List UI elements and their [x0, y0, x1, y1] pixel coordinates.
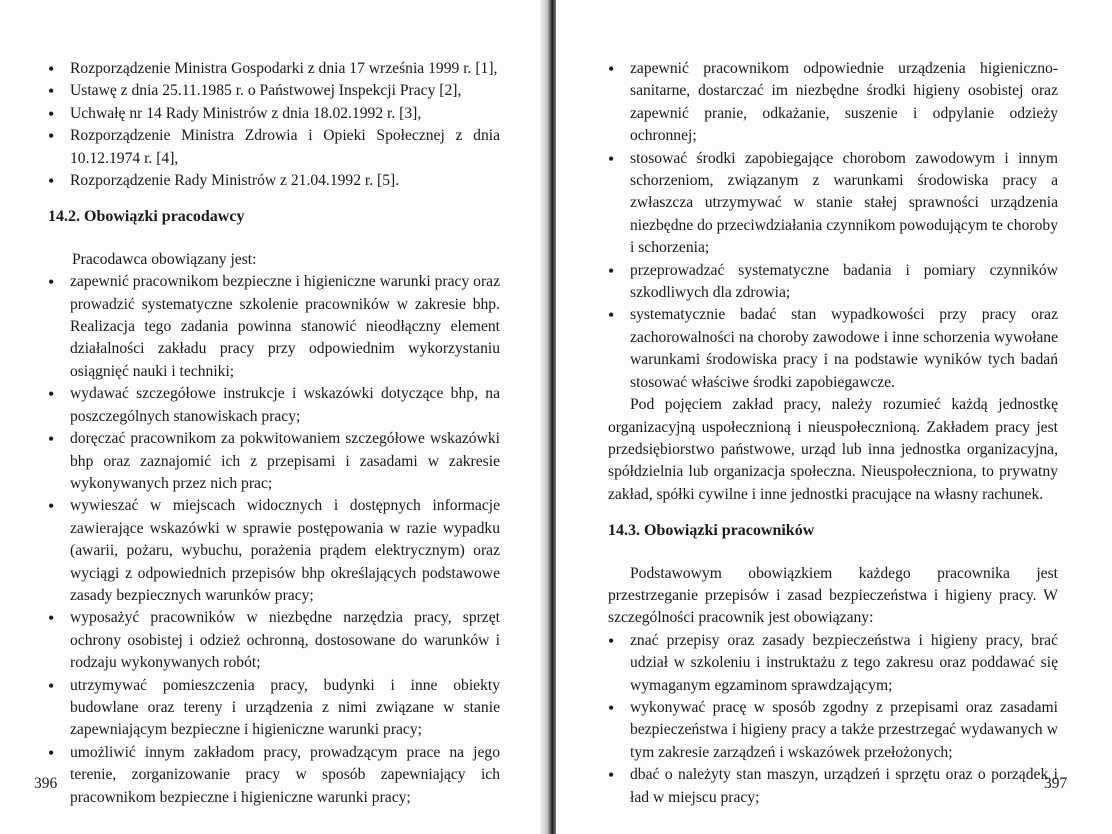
list-item: • stosować środki zapobiegające chorobom zawodowym i innym schorzeniom, związanym z warunkami środowiska pracy a zwłaszcza utrzymywać w stanie stałej sprawności urządzenia niezbędne do przeciwdziałania czynnikom powodującym te choroby i schorzenia;	[608, 148, 1058, 260]
list-item: • Rozporządzenie Rady Ministrów z 21.04.1992 r. [5].	[48, 170, 500, 192]
list-item: • systematycznie badać stan wypadkowości przy pracy oraz zachorowalności na choroby zawodowe i inne schorzenia wywołane warunkami środowiska pracy i na podstawie wyników tych badań stosować właściwe środki zapobiegawcze.	[608, 304, 1058, 394]
list-item: • znać przepisy oraz zasady bezpieczeństwa i higieny pracy, brać udział w szkoleniu i instruktażu z tego zakresu oraz poddawać się wymaganym egzaminom sprawdzającym;	[608, 630, 1058, 697]
right-page	[556, 0, 1112, 834]
employee-duties-list	[608, 630, 1058, 809]
list-item: • Rozporządzenie Ministra Zdrowia i Opieki Społecznej z dnia 10.12.1974 r. [4],	[48, 125, 500, 170]
list-item: • Rozporządzenie Ministra Gospodarki z dnia 17 września 1999 r. [1],	[48, 58, 500, 80]
list-item: • umożliwić innym zakładom pracy, prowadzącym prace na jego terenie, zorganizowanie pracy w sposób zapewniający ich pracownikom bezpieczne i higieniczne warunki pracy;	[48, 742, 500, 809]
list-item: • przeprowadzać systematyczne badania i pomiary czynników szkodliwych dla zdrowia;	[608, 260, 1058, 305]
list-item: • wykonywać pracę w sposób zgodny z przepisami oraz zasadami bezpieczeństwa i higieny pracy a także przestrzegać wydawanych w tym zakresie zarządzeń i wskazówek przełożonych;	[608, 697, 1058, 764]
section-heading-employee-duties: 14.3. Obowiązki pracowników	[608, 522, 815, 540]
employee-duties-intro: Podstawowym obowiązkiem każdego pracownika jest przestrzeganie przepisów i zasad bezpieczeństwa i higieny pracy. W szczególności pracownik jest obowiązany:	[608, 564, 1058, 627]
list-item: • zapewnić pracownikom bezpieczne i higieniczne warunki pracy oraz prowadzić systematyczne szkolenie pracowników w zakresie bhp. Realizacja tego zadania powinna stanowić nieodłączny element działalności zakładu pracy przy odpowiednim wykorzystaniu osiągnięć nauki i techniki;	[48, 271, 500, 383]
list-item: • Uchwałę nr 14 Rady Ministrów z dnia 18.02.1992 r. [3],	[48, 103, 500, 125]
page-number-left: 396	[34, 775, 58, 792]
right-page-text	[608, 58, 1058, 809]
employer-duties-intro: Pracodawca obowiązany jest:	[72, 250, 257, 268]
list-item: • dbać o należyty stan maszyn, urządzeń i sprzętu oraz o porządek i ład w miejscu pracy;	[608, 764, 1058, 809]
left-page	[0, 0, 548, 834]
list-item: • zapewnić pracownikom odpowiednie urządzenia higieniczno-sanitarne, dostarczać im niezbędne środki higieny osobistej oraz zapewnić pranie, odkażanie, suszenie i odpylanie odzieży ochronnej;	[608, 58, 1058, 148]
list-item: • wywieszać w miejscach widocznych i dostępnych informacje zawierające wskazówki w sprawie postępowania w razie wypadku (awarii, pożaru, wybuchu, porażenia prądem elektrycznym) oraz wyciągi z odpowiednich przepisów bhp określających podstawowe zasady bezpiecznych warunków pracy;	[48, 495, 500, 607]
list-item: • doręczać pracownikom za pokwitowaniem szczegółowe wskazówki bhp oraz zaznajomić ich z przepisami i zasadami w zakresie wykonywanych przez nich prac;	[48, 428, 500, 495]
list-item: • utrzymywać pomieszczenia pracy, budynki i inne obiekty budowlane oraz tereny i urządzenia z nimi związane w stanie zapewniającym bezpieczne i higieniczne warunki pracy;	[48, 675, 500, 742]
employer-duties-continued-list	[608, 58, 1058, 394]
legal-sources-list	[48, 58, 500, 192]
left-page-text	[48, 58, 500, 809]
workplace-definition-paragraph: Pod pojęciem zakład pracy, należy rozumieć każdą jednostkę organizacyjną uspołecznioną i nieuspołecznioną. Zakładem pracy jest przedsiębiorstwo państwowe, urząd lub inna jednostka organizacyjna, spółdzielnia lub organizacja społeczna. Nieuspołeczniona, to prywatny zakład, spółki cywilne i inne jednostki pracujące na własny rachunek.	[608, 396, 1058, 503]
section-heading-employer-duties: 14.2. Obowiązki pracodawcy	[48, 208, 245, 226]
list-item: • wydawać szczegółowe instrukcje i wskazówki dotyczące bhp, na poszczególnych stanowiskach pracy;	[48, 383, 500, 428]
list-item: • wyposażyć pracowników w niezbędne narzędzia pracy, sprzęt ochrony osobistej i odzież ochronną, dostosowane do warunków i rodzaju wykonywanych robót;	[48, 607, 500, 674]
employer-duties-list	[48, 271, 500, 809]
list-item: • Ustawę z dnia 25.11.1985 r. o Państwowej Inspekcji Pracy [2],	[48, 80, 500, 102]
page-number-right: 397	[1044, 775, 1068, 792]
